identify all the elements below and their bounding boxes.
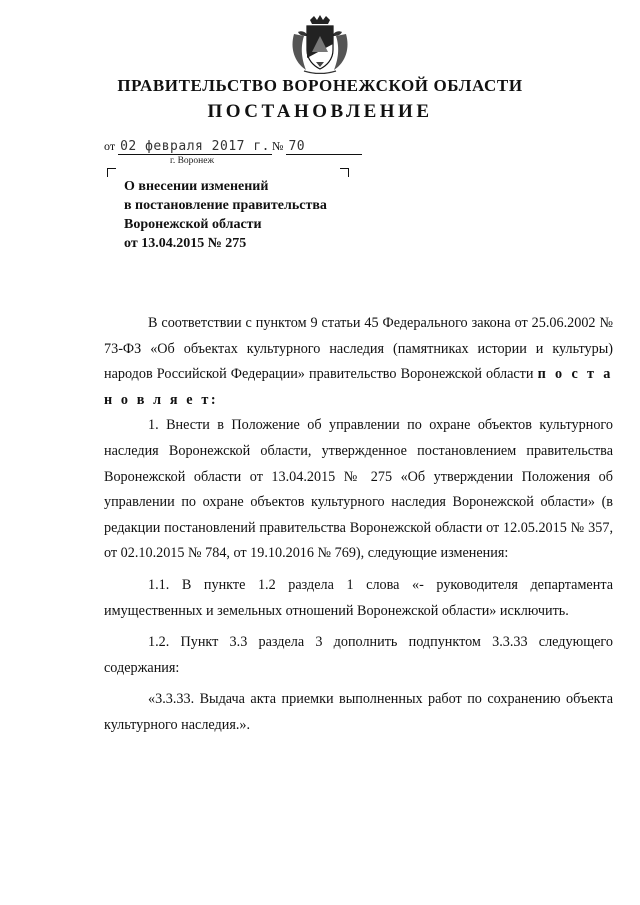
issue-city: г. Воронеж [170,156,215,166]
subject-line: Воронежской области [124,217,262,232]
item-1-1-paragraph: 1.1. В пункте 1.2 раздела 1 слова «- руководителя департамента имущественных и земельных отношений Воронежской области» исключить. [104,576,613,619]
preamble-text: В соответствии с пунктом 9 статьи 45 Федерального закона от 25.06.2002 № 73-ФЗ «Об объектах культурного наследия (памятниках истории и культуры) народов Российской Федерации» правительство Воронежской области [104,315,613,383]
document-subject [124,177,364,253]
coat-of-arms-icon [288,14,352,74]
quoted-subitem-paragraph: «3.3.33. Выдача акта приемки выполненных работ по сохранению объекта культурного наследия.». [104,691,613,733]
resolves-word: п о с т а н о в л я е т: [104,366,613,408]
document-number: 70 [286,139,362,155]
dateline-prefix: от [104,139,116,153]
subject-line: О внесении изменений [124,179,269,194]
item-1-2-paragraph: 1.2. Пункт 3.3 раздела 3 дополнить подпунктом 3.3.33 следующего содержания: [104,634,613,676]
organization-title: ПРАВИТЕЛЬСТВО ВОРОНЕЖСКОЙ ОБЛАСТИ [117,76,523,95]
document-body [104,311,613,739]
document-date: 02 февраля 2017 г. [120,139,270,154]
document-dateline [104,139,362,155]
subject-line: от 13.04.2015 № 275 [124,236,247,251]
subject-line: в постановление правительства [124,198,327,213]
item-1-paragraph: 1. Внести в Положение об управлении по охране объектов культурного наследия Воронежской области, утвержденное постановлением правительства Воронежской области от 13.04.2015 № 275 «Об утверждении Положения об управлении по охране объектов культурного наследия Воронежской области» (в редакции постановлений правительства Воронежской области от 12.05.2015 № 357, от 02.10.2015 № 784, от 19.10.2016 № 769), следующие изменения: [104,417,613,562]
subject-bracket-right [340,168,349,177]
preamble-paragraph [104,311,613,413]
number-sign: № [271,139,284,153]
document-type-title: ПОСТАНОВЛЕНИЕ [207,101,433,122]
subject-bracket-left [107,168,116,177]
